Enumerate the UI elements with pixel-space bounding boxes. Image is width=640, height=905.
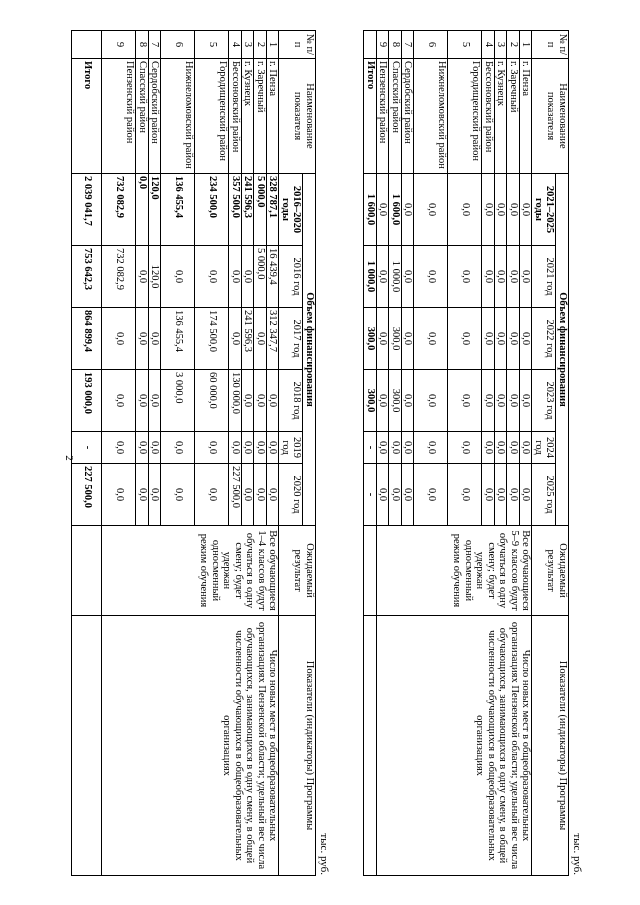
- row-value: 0,0: [195, 464, 229, 526]
- row-name: Бессоновский район: [482, 59, 495, 174]
- row-total: 0,0: [520, 174, 533, 246]
- row-value: 0,0: [482, 246, 495, 308]
- row-value: 0,0: [495, 370, 508, 432]
- row-name: г. Заречный: [507, 59, 520, 174]
- total-sum: 2 039 041,7: [72, 174, 102, 246]
- row-value: 0,0: [195, 432, 229, 464]
- row-value: 0,0: [161, 464, 195, 526]
- header-result: Ожидаемый результат: [532, 526, 569, 616]
- row-value: 732 082,9: [102, 246, 136, 308]
- header-year: 2024 год: [532, 432, 556, 464]
- row-value: 130 000,0: [229, 370, 242, 432]
- row-num: 4: [482, 31, 495, 59]
- row-num: 9: [102, 31, 136, 59]
- row-value: 0,0: [254, 370, 267, 432]
- row-num: 6: [161, 31, 195, 59]
- row-value: 0,0: [414, 432, 448, 464]
- row-total: 0,0: [414, 174, 448, 246]
- row-value: 0,0: [507, 432, 520, 464]
- total-value: 227 500,0: [72, 464, 102, 526]
- row-name: Городищенский район: [195, 59, 229, 174]
- row-value: 0,0: [195, 246, 229, 308]
- row-name: Спасский район: [136, 59, 149, 174]
- row-value: 0,0: [414, 246, 448, 308]
- total-value: 193 000,0: [72, 370, 102, 432]
- row-total: 241 596,3: [242, 174, 255, 246]
- row-total: 0,0: [136, 174, 149, 246]
- row-value: 0,0: [136, 370, 149, 432]
- row-value: 0,0: [136, 308, 149, 370]
- row-value: 0,0: [267, 464, 280, 526]
- row-value: 1 000,0: [389, 246, 402, 308]
- row-value: 0,0: [414, 464, 448, 526]
- row-value: 0,0: [161, 246, 195, 308]
- header-year: 2020 год: [279, 464, 303, 526]
- total-sum: 1 600,0: [364, 174, 377, 246]
- row-num: 9: [377, 31, 390, 59]
- row-value: 0,0: [414, 308, 448, 370]
- funding-table-2016-2020: [72, 30, 317, 876]
- row-num: 5: [448, 31, 482, 59]
- row-value: 0,0: [495, 432, 508, 464]
- row-value: 0,0: [161, 432, 195, 464]
- header-funding: Объем финансирования: [556, 174, 569, 526]
- total-row: [364, 31, 377, 876]
- row-value: 0,0: [267, 432, 280, 464]
- row-value: 0,0: [495, 464, 508, 526]
- total-value: 300,0: [364, 308, 377, 370]
- row-value: 0,0: [102, 308, 136, 370]
- header-year: 2021 год: [532, 246, 556, 308]
- row-num: 8: [136, 31, 149, 59]
- total-value: -: [364, 464, 377, 526]
- row-value: 0,0: [402, 308, 415, 370]
- row-num: 2: [507, 31, 520, 59]
- row-total: 120,0: [149, 174, 162, 246]
- row-value: 120,0: [149, 246, 162, 308]
- table-row: [520, 31, 533, 876]
- row-value: 0,0: [482, 432, 495, 464]
- header-year: 2017 год: [279, 308, 303, 370]
- funding-table-2016-2020-block: [72, 30, 331, 876]
- row-value: 300,0: [389, 370, 402, 432]
- row-value: 0,0: [254, 308, 267, 370]
- total-value: -: [72, 432, 102, 464]
- total-label: Итого: [364, 59, 377, 174]
- expected-result: Все обучающиеся 1–4 классов будут обучаться в одну смену; будет удержан односменный режим обучения: [102, 526, 279, 616]
- row-name: Спасский район: [389, 59, 402, 174]
- total-value: 300,0: [364, 370, 377, 432]
- row-value: 0,0: [448, 246, 482, 308]
- row-name: Сердобский район: [402, 59, 415, 174]
- row-value: 0,0: [520, 464, 533, 526]
- row-value: 0,0: [149, 464, 162, 526]
- row-value: 0,0: [102, 370, 136, 432]
- row-value: 0,0: [520, 432, 533, 464]
- row-value: 0,0: [254, 432, 267, 464]
- row-value: 0,0: [402, 246, 415, 308]
- row-total: 0,0: [377, 174, 390, 246]
- row-num: 3: [495, 31, 508, 59]
- row-value: 60 000,0: [195, 370, 229, 432]
- row-value: 0,0: [495, 308, 508, 370]
- header-indicators: Показатели (индикаторы) Программы: [279, 616, 316, 876]
- row-value: 300,0: [389, 308, 402, 370]
- row-name: г. Заречный: [254, 59, 267, 174]
- row-value: 0,0: [507, 246, 520, 308]
- header-name: Наименование показателя: [279, 59, 316, 174]
- unit-label: тыс. руб.: [571, 833, 583, 875]
- row-value: 0,0: [377, 370, 390, 432]
- program-indicators: Число новых мест в общеобразовательных организациях Пензенской области; удельный вес числа обучающихся, занимающихся в одну смену, в общей численности обучающихся в общеобразовательных организациях: [102, 616, 279, 876]
- row-total: 0,0: [495, 174, 508, 246]
- row-name: Нижнеломовский район: [414, 59, 448, 174]
- header-year: 2025 год: [532, 464, 556, 526]
- row-value: 0,0: [242, 464, 255, 526]
- row-value: 0,0: [377, 464, 390, 526]
- row-value: 0,0: [254, 464, 267, 526]
- row-value: 0,0: [520, 246, 533, 308]
- header-num: № п/п: [532, 31, 569, 59]
- header-name: Наименование показателя: [532, 59, 569, 174]
- row-total: 1 600,0: [389, 174, 402, 246]
- funding-table-2021-2025-block: [364, 30, 584, 876]
- row-total: 234 500,0: [195, 174, 229, 246]
- row-value: 312 347,7: [267, 308, 280, 370]
- total-value: 753 642,3: [72, 246, 102, 308]
- row-total: 0,0: [482, 174, 495, 246]
- row-total: 0,0: [448, 174, 482, 246]
- row-value: 0,0: [482, 464, 495, 526]
- row-value: 0,0: [414, 370, 448, 432]
- row-value: 0,0: [242, 370, 255, 432]
- row-value: 0,0: [402, 464, 415, 526]
- row-total: 136 455,4: [161, 174, 195, 246]
- header-result: Ожидаемый результат: [279, 526, 316, 616]
- row-value: 0,0: [482, 308, 495, 370]
- row-value: 0,0: [102, 432, 136, 464]
- row-value: 0,0: [507, 370, 520, 432]
- total-label: Итого: [72, 59, 102, 174]
- header-year: 2016 год: [279, 246, 303, 308]
- row-value: 0,0: [448, 432, 482, 464]
- row-value: 0,0: [377, 432, 390, 464]
- row-value: 0,0: [229, 246, 242, 308]
- row-value: 136 455,4: [161, 308, 195, 370]
- row-name: г. Пенза: [267, 59, 280, 174]
- row-value: 174 500,0: [195, 308, 229, 370]
- row-total: 328 787,1: [267, 174, 280, 246]
- row-value: 0,0: [149, 308, 162, 370]
- row-value: 0,0: [448, 464, 482, 526]
- header-funding: Объем финансирования: [303, 174, 316, 526]
- row-value: 0,0: [377, 246, 390, 308]
- program-indicators: Число новых мест в общеобразовательных организациях Пензенской области; удельный вес числа обучающихся, занимающихся в одну смену, в общей численности обучающихся в общеобразовательных организациях: [377, 616, 533, 876]
- row-value: 0,0: [136, 246, 149, 308]
- row-name: Сердобский район: [149, 59, 162, 174]
- unit-label: тыс. руб.: [318, 833, 330, 875]
- row-num: 6: [414, 31, 448, 59]
- row-num: 4: [229, 31, 242, 59]
- row-num: 1: [267, 31, 280, 59]
- row-total: 5 000,0: [254, 174, 267, 246]
- row-num: 7: [402, 31, 415, 59]
- row-total: 357 500,0: [229, 174, 242, 246]
- header-year: 2022 год: [532, 308, 556, 370]
- row-value: 227 500,0: [229, 464, 242, 526]
- row-value: 0,0: [229, 432, 242, 464]
- row-value: 0,0: [507, 464, 520, 526]
- row-value: 0,0: [520, 308, 533, 370]
- row-total: 0,0: [402, 174, 415, 246]
- row-num: 8: [389, 31, 402, 59]
- header-year: 2018 год: [279, 370, 303, 432]
- row-value: 16 439,4: [267, 246, 280, 308]
- row-value: 0,0: [520, 370, 533, 432]
- total-row: [72, 31, 102, 876]
- table-row: [267, 31, 280, 876]
- row-name: г. Пенза: [520, 59, 533, 174]
- header-indicators: Показатели (индикаторы) Программы: [532, 616, 569, 876]
- row-name: г. Кузнецк: [495, 59, 508, 174]
- total-value: -: [364, 432, 377, 464]
- row-value: 0,0: [389, 464, 402, 526]
- row-value: 3 000,0: [161, 370, 195, 432]
- expected-result: Все обучающиеся 5–9 классов будут обучаться в одну смену; будет удержан односменный режим обучения: [377, 526, 533, 616]
- row-num: 7: [149, 31, 162, 59]
- row-value: 0,0: [448, 370, 482, 432]
- row-value: 0,0: [149, 432, 162, 464]
- total-value: 864 899,4: [72, 308, 102, 370]
- row-total: 732 082,9: [102, 174, 136, 246]
- row-value: 5 000,0: [254, 246, 267, 308]
- row-value: 0,0: [242, 432, 255, 464]
- header-num: № п/п: [279, 31, 316, 59]
- row-value: 0,0: [229, 308, 242, 370]
- row-num: 1: [520, 31, 533, 59]
- row-num: 5: [195, 31, 229, 59]
- row-num: 2: [254, 31, 267, 59]
- row-name: Пензенский район: [102, 59, 136, 174]
- row-value: 0,0: [102, 464, 136, 526]
- row-value: 0,0: [448, 308, 482, 370]
- row-value: 0,0: [267, 370, 280, 432]
- header-year: 2023 год: [532, 370, 556, 432]
- row-name: Городищенский район: [448, 59, 482, 174]
- row-value: 0,0: [495, 246, 508, 308]
- row-value: 0,0: [402, 432, 415, 464]
- row-value: 241 596,3: [242, 308, 255, 370]
- row-value: 0,0: [136, 464, 149, 526]
- row-value: 0,0: [402, 370, 415, 432]
- row-value: 0,0: [136, 432, 149, 464]
- total-value: 1 000,0: [364, 246, 377, 308]
- header-year: 2019 год: [279, 432, 303, 464]
- funding-table-2021-2025: [364, 30, 570, 876]
- row-value: 0,0: [507, 308, 520, 370]
- row-name: г. Кузнецк: [242, 59, 255, 174]
- row-value: 0,0: [149, 370, 162, 432]
- header-total-years: 2016–2020 годы: [279, 174, 303, 246]
- row-value: 0,0: [377, 308, 390, 370]
- row-value: 0,0: [242, 246, 255, 308]
- row-value: 0,0: [482, 370, 495, 432]
- row-name: Пензенский район: [377, 59, 390, 174]
- row-value: 0,0: [389, 432, 402, 464]
- header-total-years: 2021–2025 годы: [532, 174, 556, 246]
- row-name: Нижнеломовский район: [161, 59, 195, 174]
- row-total: 0,0: [507, 174, 520, 246]
- page-number: 2: [62, 455, 75, 461]
- row-name: Бессоновский район: [229, 59, 242, 174]
- row-num: 3: [242, 31, 255, 59]
